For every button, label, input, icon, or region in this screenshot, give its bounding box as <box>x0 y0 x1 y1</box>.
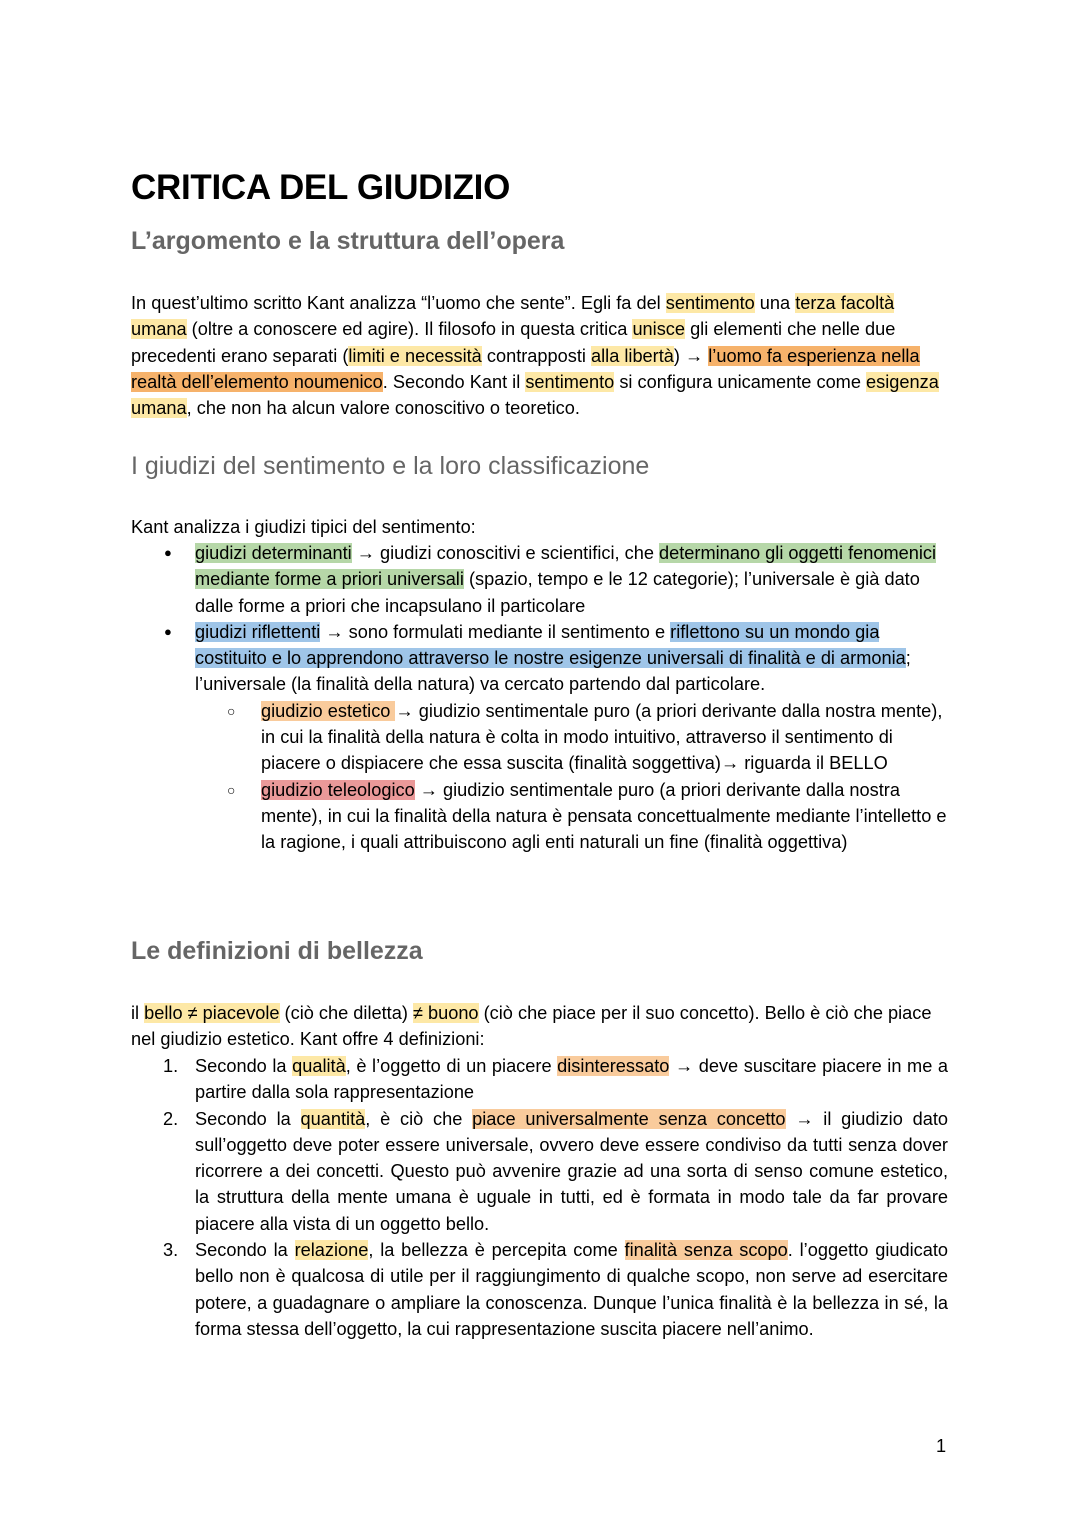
section-heading-bellezza: Le definizioni di bellezza <box>131 937 423 965</box>
list-item: 2. Secondo la quantità, è ciò che piace universalmente senza concetto → il giudizio dato sull’oggetto deve poter essere universale, ovvero deve essere condiviso da tutti senza dover ricorrere a dei concetti. Questo può avvenire grazie ad una sorta di senso comune estetico, la struttura della mente umana è uguale in tutti, ed è formata in modo tale da far provare piacere alla vista di un oggetto bello. <box>163 1108 948 1234</box>
section-heading-argomento: L’argomento e la struttura dell’opera <box>131 227 565 255</box>
numbered-list-definizioni <box>131 1053 948 1342</box>
list-item: 3. Secondo la relazione, la bellezza è percepita come finalità senza scopo. l’oggetto giudicato bello non è qualcosa di utile per il raggiungimento di qualche scopo, non serve ad esercitare potere, a guadagnare o ampliare la conoscenza. Dunque l’unica finalità è la bellezza in sé, la forma stessa dell’oggetto, la cui rappresentazione suscita piacere nell’animo. <box>163 1240 949 1339</box>
list-item: ● giudizi riflettenti → sono formulati mediante il sentimento e riflettono su un mondo gia costituito e lo apprendono attraverso le nostre esigenze universali di finalità e di armonia; l’universale (la finalità della natura) va cercato partendo dal particolare. ○ giudizio estetico → giudizio sentimentale puro (a priori derivante dalla nostra mente), in cui la finalità della natura è colta in modo intuitivo, attraverso il sentimento di piacere o dispiacere che essa suscita (finalità soggettiva)→ riguarda il BELLO ○ giudizio teleologico → giudizio sentimentale puro (a priori derivante dalla nostra mente), in cui la finalità della natura è pensata concettualmente mediante l’intelletto e la ragione, i quali attribuiscono agli enti naturali un fine (finalità oggettiva) <box>131 619 948 856</box>
sub-list-riflettenti <box>195 698 948 856</box>
paragraph-argomento: In quest’ultimo scritto Kant analizza “l’uomo che sente”. Egli fa del sentimento una terza facoltà umana (oltre a conoscere ed agire). Il filosofo in questa critica unisce gli elementi che nelle due precedenti erano separati (limiti e necessità contrapposti alla libertà) → l’uomo fa esperienza nella realtà dell’elemento noumenico. Secondo Kant il sentimento si configura unicamente come esigenza umana, che non ha alcun valore conoscitivo o teoretico. <box>131 293 939 419</box>
list-item: ● giudizi determinanti → giudizi conoscitivi e scientifici, che determinano gli oggetti fenomenici mediante forme a priori universali (spazio, tempo e le 12 categorie); l’universale è già dato dalle forme a priori che incapsulano il particolare <box>131 540 948 619</box>
paragraph-giudizi-intro: Kant analizza i giudizi tipici del sentimento: <box>131 517 476 537</box>
list-item: 1. Secondo la qualità, è l’oggetto di un piacere disinteressato → deve suscitare piacere in me a partire dalla sola rappresentazione <box>163 1056 948 1103</box>
paragraph-bellezza-intro: il bello ≠ piacevole (ciò che diletta) ≠ buono (ciò che piace per il suo concetto). Bello è ciò che piace nel giudizio estetico. Kant offre 4 definizioni: <box>131 1003 932 1050</box>
list-item: ○ giudizio estetico → giudizio sentimentale puro (a priori derivante dalla nostra mente), in cui la finalità della natura è colta in modo intuitivo, attraverso il sentimento di piacere o dispiacere che essa suscita (finalità soggettiva)→ riguarda il BELLO <box>131 698 948 777</box>
list-item: ○ giudizio teleologico → giudizio sentimentale puro (a priori derivante dalla nostra mente), in cui la finalità della natura è pensata concettualmente mediante l’intelletto e la ragione, i quali attribuiscono agli enti naturali un fine (finalità oggettiva) <box>131 777 948 856</box>
bullet-list-giudizi <box>131 540 948 856</box>
document-title: CRITICA DEL GIUDIZIO <box>131 168 511 207</box>
page-number: 1 <box>936 1436 947 1456</box>
section-heading-giudizi: I giudizi del sentimento e la loro classificazione <box>131 452 650 480</box>
